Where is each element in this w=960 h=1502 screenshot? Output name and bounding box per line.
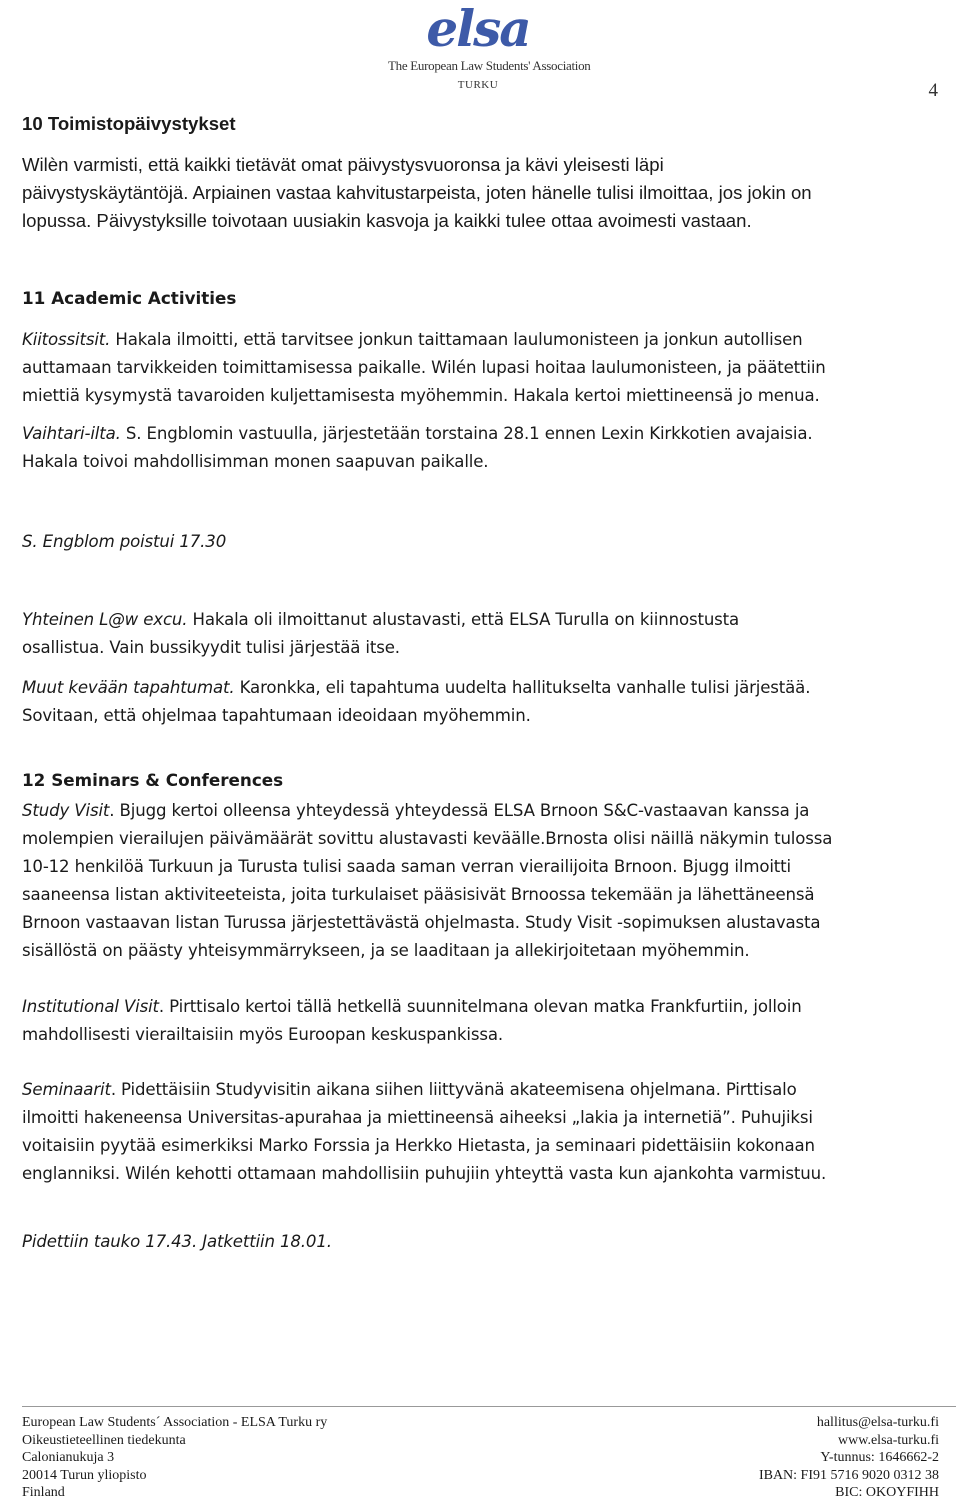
text-line: molempien vierailujen päivämäärät sovittu alustavasti keväälle.Brnosta olisi näillä näkymin tulossa xyxy=(22,829,833,848)
text-line: Hakala oli ilmoittanut alustavasti, että ELSA Turulla on kiinnostusta xyxy=(187,610,740,629)
footer-line: Finland xyxy=(22,1485,65,1500)
text-line: osallistua. Vain bussikyydit tulisi järjestää itse. xyxy=(22,638,400,657)
footer-contact xyxy=(759,1414,939,1502)
text-line: 10-12 henkilöä Turkuun ja Turusta tulisi saada saman verran vierailijoita Brnoon. Bjugg ilmoitti xyxy=(22,857,791,876)
footer-address xyxy=(22,1414,327,1502)
section-10-paragraph xyxy=(22,151,942,235)
logo-organization: The European Law Students' Association xyxy=(388,58,591,73)
footer-line: 20014 Turun yliopisto xyxy=(22,1467,147,1483)
text-line: S. Engblomin vastuulla, järjestetään torstaina 28.1 ennen Lexin Kirkkotien avajaisia. xyxy=(120,424,813,443)
logo-wordmark: elsa xyxy=(426,0,530,58)
footer-line: Calonianukuja 3 xyxy=(22,1450,115,1465)
study-visit-label: Study Visit xyxy=(22,801,110,820)
footer-line: Oikeustieteellinen tiedekunta xyxy=(22,1432,186,1448)
section-11-heading: 11 Academic Activities xyxy=(22,288,237,308)
text-line: Sovitaan, että ohjelmaa tapahtumaan ideoidaan myöhemmin. xyxy=(22,706,531,725)
kiitossitsit-label: Kiitossitsit. xyxy=(22,330,111,349)
kiitossitsit-paragraph xyxy=(22,326,942,410)
break-note: Pidettiin tauko 17.43. Jatkettiin 18.01. xyxy=(22,1232,332,1251)
section-10-heading: 10 Toimistopäivystykset xyxy=(22,113,236,134)
text-line: saaneensa listan aktiviteeteista, joita turkulaiset pääsisivät Brnoossa tekemään ja lähettäneensä xyxy=(22,885,815,904)
vaihtari-label: Vaihtari-ilta. xyxy=(22,424,121,443)
muut-label: Muut kevään tapahtumat. xyxy=(22,678,235,697)
text-line: . Pidettäisiin Studyvisitin aikana siihen liittyvänä akateemisena ohjelmana. Pirttisalo xyxy=(110,1080,797,1099)
text-line: voitaisiin pyytää esimerkiksi Marko Forssia ja Herkko Hietasta, ja seminaari pidettäisiin kokonaan xyxy=(22,1136,815,1155)
section-12-heading: 12 Seminars & Conferences xyxy=(22,770,284,790)
text-line: . Pirttisalo kertoi tällä hetkellä suunnitelmana olevan matka Frankfurtiin, jolloin xyxy=(158,997,802,1016)
study-visit-paragraph xyxy=(22,797,942,965)
logo-city: TURKU xyxy=(457,79,499,91)
text-line: ilmoitti hakeneensa Universitas-apurahaa ja miettineensä aiheeksi „lakia ja internetiä”. Puhujiksi xyxy=(22,1108,813,1127)
text-line: Hakala ilmoitti, että tarvitsee jonkun taittamaan laulumonisteen ja jonkun autollisen xyxy=(110,330,803,349)
page-number: 4 xyxy=(928,80,938,101)
text-line: miettiä kysymystä tavaroiden kuljettamisesta myöhemmin. Hakala kertoi miettineensä jo menua. xyxy=(22,386,820,405)
text-line: englanniksi. Wilén kehotti ottamaan mahdollisiin puhujiin yhteyttä vasta kun ajankohta varmistuu. xyxy=(22,1164,827,1183)
institutional-visit-label: Institutional Visit xyxy=(22,997,159,1016)
text-line: Hakala toivoi mahdollisimman monen saapuvan paikalle. xyxy=(22,452,489,471)
footer-website[interactable]: www.elsa-turku.fi xyxy=(838,1432,939,1448)
seminaarit-paragraph xyxy=(22,1076,942,1188)
institutional-visit-paragraph xyxy=(22,993,942,1049)
law-excu-paragraph xyxy=(22,606,942,662)
text-line: lopussa. Päivystyksille toivotaan uusiakin kasvoja ja kaikki tulee ottaa avoimesti vastaan. xyxy=(22,210,752,231)
footer-line: Y-tunnus: 1646662-2 xyxy=(820,1450,939,1465)
footer-email[interactable]: hallitus@elsa-turku.fi xyxy=(816,1415,939,1430)
text-line: Karonkka, eli tapahtuma uudelta hallitukselta vanhalle tulisi järjestää. xyxy=(234,678,811,697)
footer-line: BIC: OKOYFIHH xyxy=(835,1485,939,1500)
elsa-logo xyxy=(388,0,591,96)
text-line: sisällöstä on päästy yhteisymmärrykseen, ja se laaditaan ja allekirjoitetaan myöhemmin. xyxy=(22,941,750,960)
text-line: Wilèn varmisti, että kaikki tietävät omat päivystysvuoronsa ja kävi yleisesti läpi xyxy=(22,154,664,175)
footer-line: European Law Students´ Association - ELSA Turku ry xyxy=(22,1415,328,1430)
vaihtari-paragraph xyxy=(22,420,942,476)
text-line: . Bjugg kertoi olleensa yhteydessä yhteydessä ELSA Brnoon S&C-vastaavan kanssa ja xyxy=(109,801,810,820)
text-line: päivystyskäytäntöjä. Arpiainen vastaa kahvitustarpeista, joten hänelle tulisi ilmoittaa, jos jokin on xyxy=(22,182,812,203)
engblom-note: S. Engblom poistui 17.30 xyxy=(22,532,227,551)
muut-paragraph xyxy=(22,674,942,730)
text-line: Brnoon vastaavan listan Turussa järjestettävästä ohjelmasta. Study Visit -sopimuksen alustavasta xyxy=(22,913,821,932)
footer-divider xyxy=(22,1406,956,1407)
footer-line: IBAN: FI91 5716 9020 0312 38 xyxy=(758,1467,939,1483)
text-line: auttamaan tarvikkeiden toimittamisessa paikalle. Wilén lupasi hoitaa laulumonisteen, ja päätettiin xyxy=(22,358,826,377)
text-line: mahdollisesti vierailtaisiin myös Euroopan keskuspankissa. xyxy=(22,1025,503,1044)
seminaarit-label: Seminaarit xyxy=(22,1080,111,1099)
law-excu-label: Yhteinen L@w excu. xyxy=(22,610,188,629)
